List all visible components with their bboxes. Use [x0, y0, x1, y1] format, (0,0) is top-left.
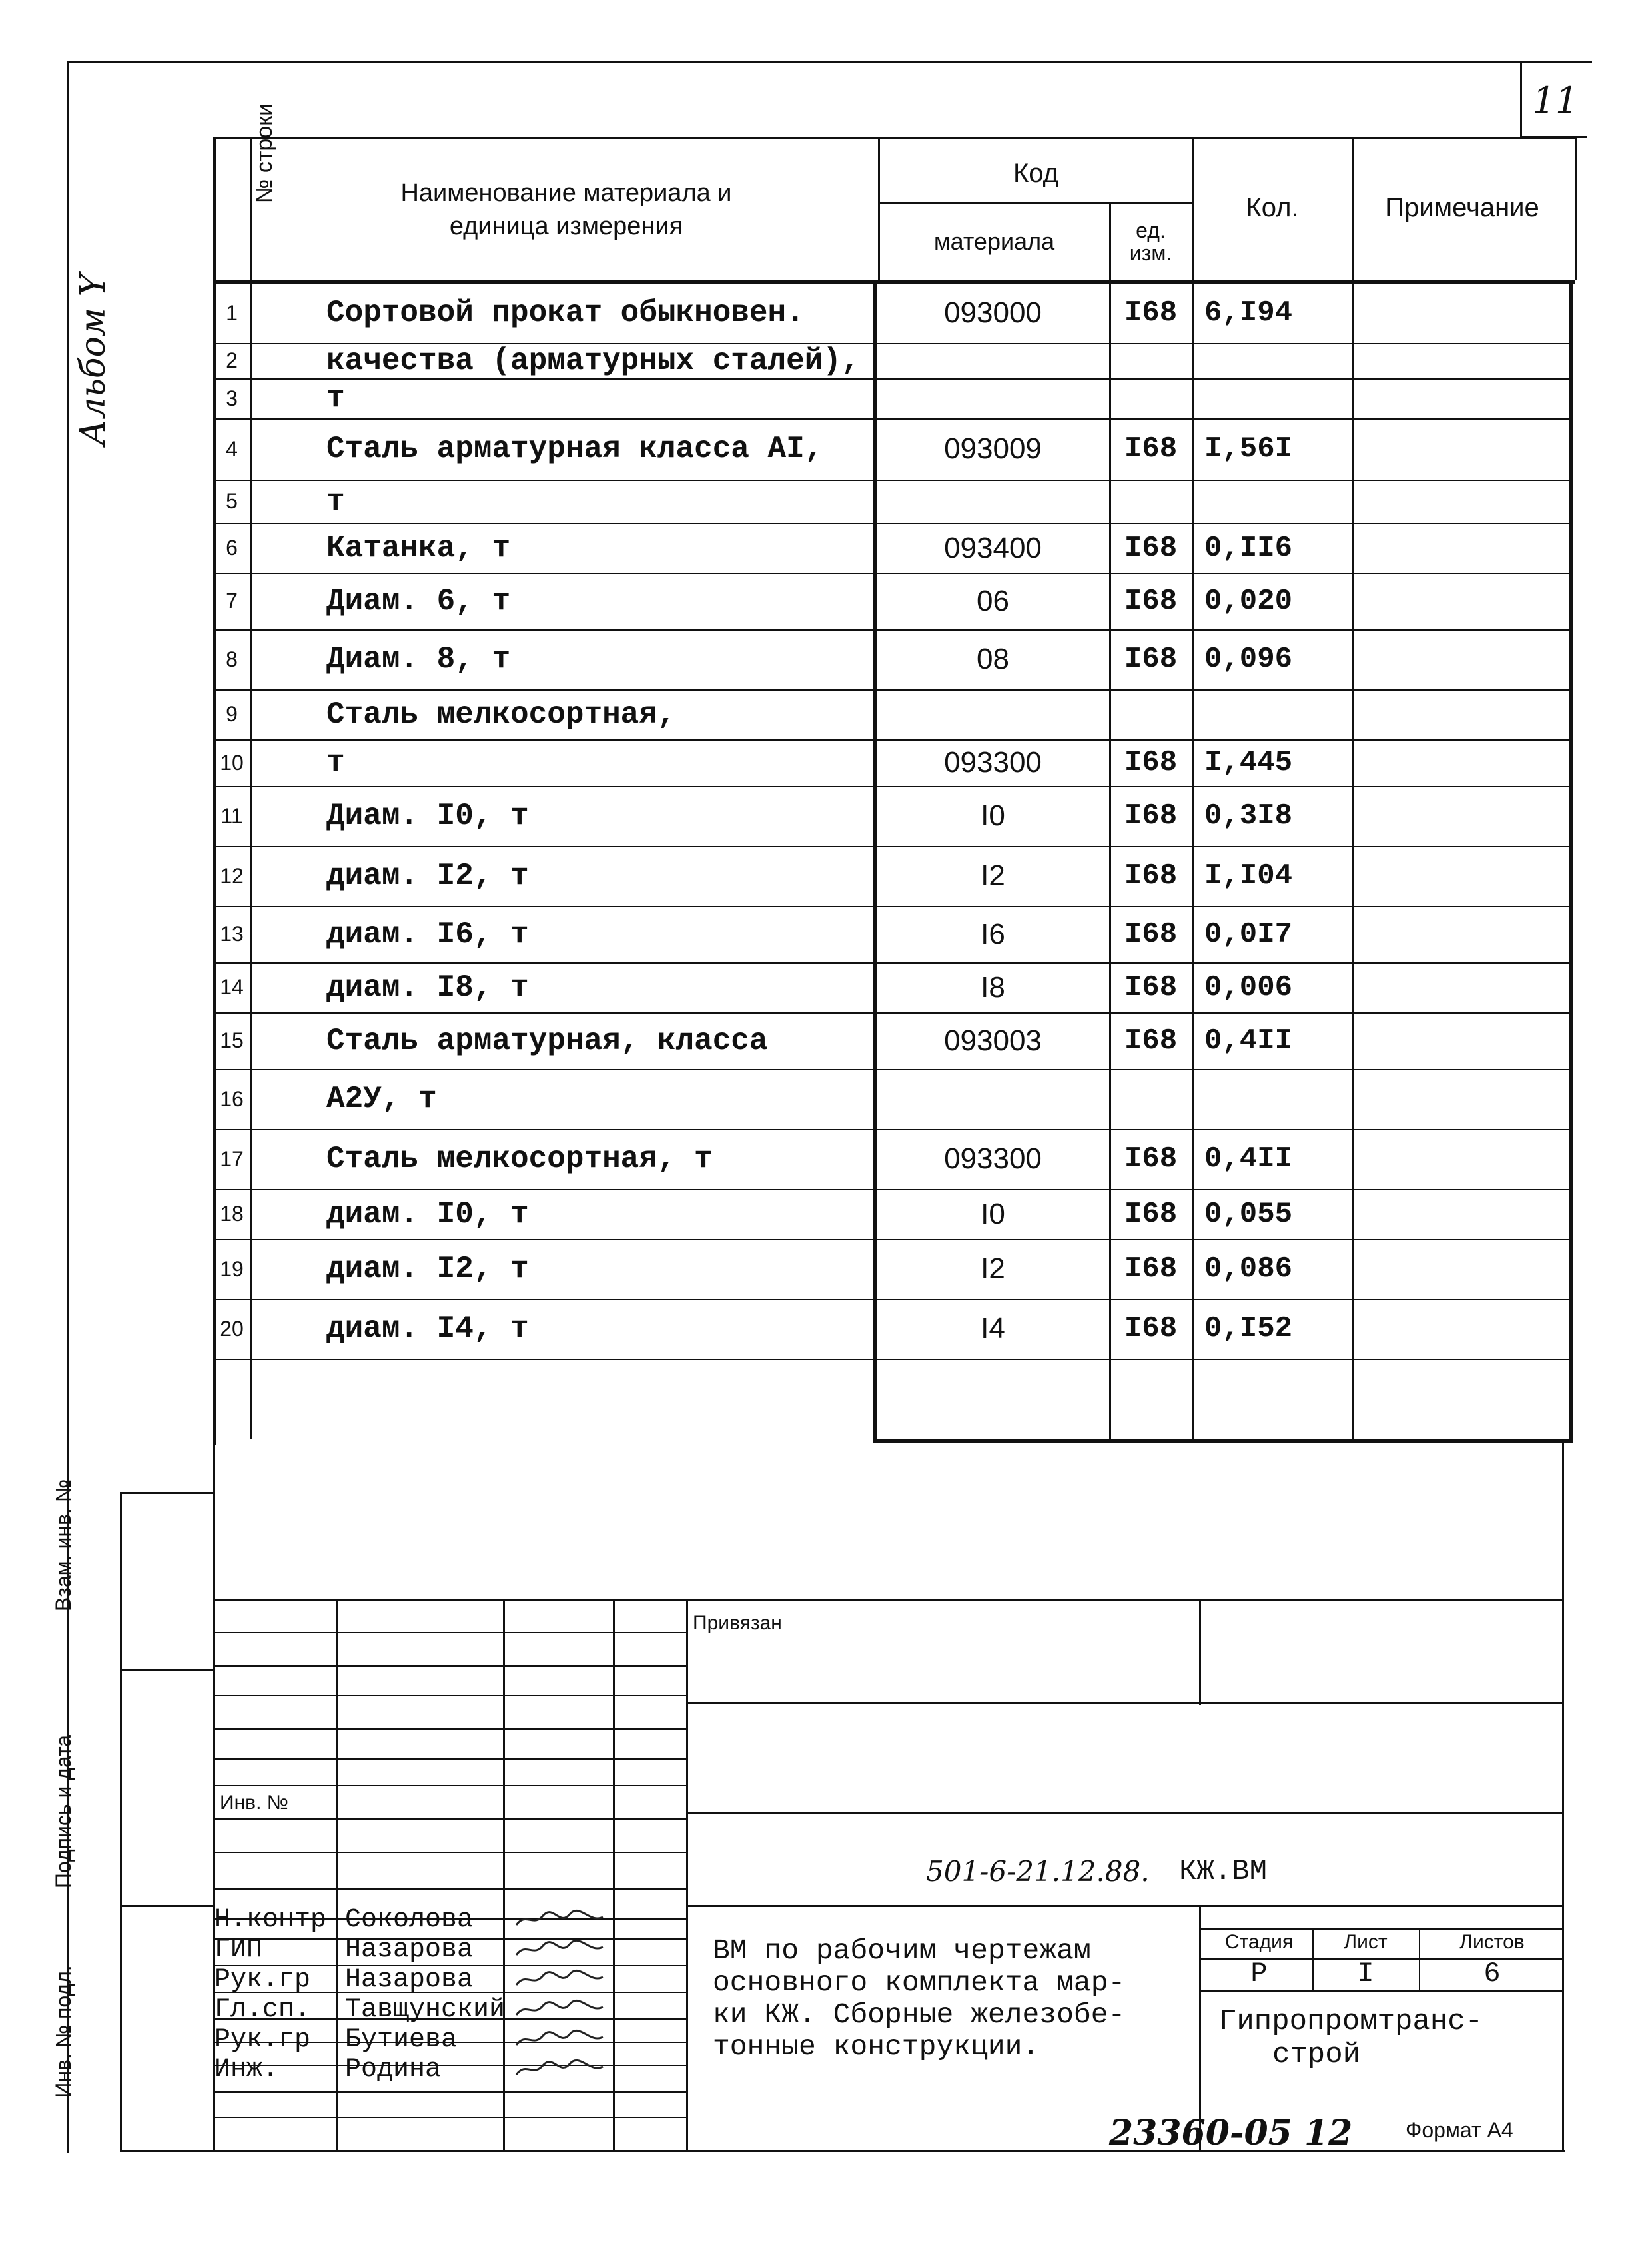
- row-number: 1: [226, 300, 238, 325]
- header-code: Код: [1013, 158, 1058, 188]
- stamp-role: Рук.гр: [214, 2025, 311, 2055]
- unit-code: [1109, 378, 1192, 418]
- header-qty: Кол.: [1246, 193, 1299, 222]
- material-name: диам. I6, т: [326, 917, 529, 952]
- material-code: I2: [981, 1252, 1005, 1285]
- material-name: Диам. 8, т: [326, 642, 511, 677]
- unit-code: [1109, 689, 1192, 739]
- stamp-privyazan: Привязан: [693, 1612, 782, 1634]
- stamp-stage: Р: [1250, 1958, 1268, 1990]
- quantity: 0,055: [1204, 1197, 1293, 1231]
- quantity: 0,096: [1204, 643, 1293, 676]
- stamp-sheets: 6: [1483, 1958, 1501, 1990]
- unit-code: [1109, 343, 1192, 378]
- unit-code: I68: [1124, 531, 1178, 565]
- signature-icon: [513, 1968, 606, 1992]
- material-name: т: [326, 745, 345, 780]
- unit-code: I68: [1124, 643, 1178, 676]
- stamp-line: [120, 1669, 213, 1671]
- stamp-line: [213, 1785, 686, 1786]
- quantity: 6,I94: [1204, 296, 1293, 330]
- material-name: диам. I4, т: [326, 1311, 529, 1346]
- material-code: [878, 689, 1108, 739]
- row-number: 14: [220, 975, 244, 999]
- material-name: диам. I2, т: [326, 1252, 529, 1286]
- stamp-title-line: ки КЖ. Сборные железобе-: [713, 1998, 1126, 2031]
- stamp-sheets-label: Листов: [1459, 1931, 1525, 1953]
- material-code: 08: [977, 643, 1009, 675]
- material-name: т: [326, 381, 345, 416]
- material-code: I6: [981, 917, 1005, 950]
- header-code-unit-text: ед. изм.: [1129, 218, 1172, 265]
- row-number: 6: [226, 536, 238, 560]
- row-number: 15: [220, 1028, 244, 1052]
- album-label: Альбом Y: [73, 274, 113, 446]
- quantity: [1204, 689, 1352, 739]
- quantity: 0,006: [1204, 970, 1293, 1004]
- unit-code: I68: [1124, 970, 1178, 1004]
- row-number: 2: [226, 348, 238, 372]
- signature-scribble: [513, 1998, 606, 2022]
- stamp-line: [213, 1818, 686, 1820]
- stamp-person-name: Родина: [345, 2055, 442, 2085]
- stamp-line: [336, 1599, 338, 2151]
- material-code: [878, 378, 1108, 418]
- stamp-line: [213, 1695, 686, 1696]
- side-label-inv-podl: Инв. № подл.: [51, 1965, 75, 2098]
- unit-code: I68: [1124, 584, 1178, 618]
- stamp-line: [686, 1905, 1562, 1907]
- quantity: 0,I52: [1204, 1312, 1293, 1345]
- frame-top: [67, 61, 1592, 63]
- stamp-line: [503, 1599, 505, 2151]
- stamp-title-line: ВМ по рабочим чертежам: [713, 1934, 1091, 1967]
- stamp-role: ГИП: [214, 1935, 263, 1965]
- stamp-line: [213, 2091, 686, 2093]
- material-code: 093003: [944, 1024, 1042, 1057]
- stamp-doc-mark: КЖ.ВМ: [1179, 1855, 1268, 1888]
- quantity: [1204, 378, 1352, 418]
- quantity: 0,020: [1204, 584, 1293, 618]
- footer-format: Формат А4: [1406, 2118, 1513, 2142]
- header-note: Примечание: [1385, 193, 1539, 222]
- unit-code: I68: [1124, 799, 1178, 833]
- material-code: I4: [981, 1312, 1005, 1345]
- unit-code: I68: [1124, 746, 1178, 779]
- row-number: 18: [220, 1202, 244, 1226]
- material-name: диам. I2, т: [326, 859, 529, 893]
- row-number: 11: [220, 803, 243, 828]
- material-code: I2: [981, 859, 1005, 892]
- material-name: Сталь мелкосортная, т: [326, 1142, 713, 1176]
- stamp-line: [120, 1905, 213, 1907]
- unit-code: I68: [1124, 859, 1178, 893]
- material-name: А2У, т: [326, 1082, 437, 1116]
- material-name: Катанка, т: [326, 530, 511, 565]
- material-code: 093300: [944, 1142, 1042, 1175]
- stamp-line: [213, 1758, 686, 1760]
- header-name: [253, 167, 879, 253]
- stamp-line: [1562, 1439, 1564, 2151]
- signature-scribble: [513, 1908, 606, 1932]
- row-number: 10: [220, 750, 244, 775]
- material-code: I0: [981, 1197, 1005, 1230]
- stamp-person-name: Тавщунский: [345, 1995, 506, 2025]
- unit-code: I68: [1124, 1024, 1178, 1058]
- signature-icon: [513, 2028, 606, 2052]
- stamp-role: Н.контр: [214, 1905, 327, 1935]
- material-name: Сталь мелкосортная,: [326, 697, 676, 732]
- material-name: Диам. I0, т: [326, 799, 529, 833]
- footer-archive-no: 23360-05 12: [1109, 2113, 1353, 2153]
- stamp-inv-no: Инв. №: [220, 1792, 288, 1814]
- signature-icon: [513, 1938, 606, 1962]
- row-number: 13: [220, 922, 244, 946]
- material-name: Сталь арматурная, класса: [326, 1023, 768, 1058]
- material-code: [878, 343, 1108, 378]
- stamp-stage-label: Стадия: [1224, 1931, 1294, 1953]
- signature-icon: [513, 1998, 606, 2022]
- material-name: т: [326, 484, 345, 519]
- page-number-box-line: [1520, 61, 1522, 136]
- unit-code: [1109, 480, 1192, 523]
- stamp-line: [213, 2117, 686, 2118]
- unit-code: I68: [1124, 1252, 1178, 1286]
- stamp-doc-code: 501-6-21.12.88.: [926, 1855, 1150, 1888]
- quantity: I,56I: [1204, 432, 1293, 466]
- stamp-org-line: Гипропромтранс-: [1219, 2005, 1483, 2038]
- material-code: 093009: [944, 432, 1042, 465]
- material-code: 093400: [944, 531, 1042, 564]
- page-number: 11: [1532, 79, 1579, 121]
- row-number: 19: [220, 1256, 244, 1281]
- stamp-title-line: тонные конструкции.: [713, 2030, 1040, 2063]
- material-name: качества (арматурных сталей),: [326, 343, 860, 378]
- unit-code: I68: [1124, 296, 1178, 330]
- header-code-material: материала: [933, 227, 1055, 255]
- stamp-person-name: Назарова: [345, 1935, 474, 1965]
- stamp-sheet: I: [1357, 1958, 1374, 1990]
- column-line: [1575, 137, 1577, 280]
- stamp-role: Инж.: [214, 2055, 279, 2085]
- stamp-title: [713, 1935, 1125, 2063]
- material-name: Диам. 6, т: [326, 583, 511, 619]
- row-number: 20: [220, 1316, 244, 1341]
- quantity: [1204, 480, 1352, 523]
- table-right-bold: [1569, 280, 1573, 1439]
- quantity: I,I04: [1204, 859, 1293, 893]
- header-code-unit: [1109, 210, 1192, 273]
- unit-code: I68: [1124, 1197, 1178, 1231]
- material-code: I8: [981, 970, 1005, 1004]
- code-block-left: [873, 280, 877, 1439]
- signature-scribble: [513, 1938, 606, 1962]
- stamp-line: [120, 1492, 122, 2151]
- material-code: [878, 1069, 1108, 1129]
- stamp-line: [613, 1599, 615, 2151]
- column-line: [1352, 280, 1354, 1439]
- side-label-podpis: Подпись и дата: [51, 1734, 75, 1889]
- stamp-line: [213, 1599, 1562, 1601]
- material-name: диам. I0, т: [326, 1196, 529, 1232]
- material-code: 093300: [944, 746, 1042, 779]
- material-name: Сталь арматурная класса АI,: [326, 432, 823, 466]
- quantity: 0,II6: [1204, 531, 1293, 565]
- stamp-person-name: Соколова: [345, 1905, 474, 1935]
- material-code: [878, 480, 1108, 523]
- row-number: 3: [226, 386, 238, 410]
- quantity: 0,3I8: [1204, 799, 1293, 833]
- stamp-org: [1219, 2005, 1483, 2071]
- signature-icon: [513, 1908, 606, 1932]
- row-number-column-line: [250, 137, 252, 1439]
- header-name-text: Наименование материала и единица измерения: [400, 179, 732, 240]
- stamp-line: [213, 1888, 686, 1890]
- row-number: 5: [226, 489, 238, 513]
- table-top-line: [213, 137, 1575, 139]
- side-label-vzam: Взам. инв. №: [51, 1479, 75, 1612]
- row-number: 7: [226, 589, 238, 613]
- material-name: Сортовой прокат обыкновен.: [326, 296, 805, 330]
- material-code: 093000: [944, 296, 1042, 329]
- row-number: 16: [220, 1086, 244, 1111]
- stamp-line: [213, 2065, 686, 2066]
- stamp-title-line: основного комплекта мар-: [713, 1966, 1126, 1999]
- stamp-line: [213, 1632, 686, 1633]
- stamp-line: [213, 1665, 686, 1667]
- quantity: [1204, 343, 1352, 378]
- unit-code: [1109, 1069, 1192, 1129]
- unit-code: I68: [1124, 1312, 1178, 1345]
- quantity: 0,0I7: [1204, 917, 1293, 951]
- signature-scribble: [513, 2028, 606, 2052]
- material-code: 06: [977, 584, 1009, 617]
- table-bottom-bold: [873, 1439, 1573, 1443]
- stamp-sheet-label: Лист: [1344, 1931, 1388, 1953]
- stamp-role: Гл.сп.: [214, 1995, 311, 2025]
- stamp-line: [686, 1702, 1562, 1704]
- row-number: 17: [220, 1146, 244, 1171]
- stamp-line: [1199, 1990, 1562, 1992]
- column-line: [1192, 280, 1194, 1439]
- stamp-line: [213, 1852, 686, 1853]
- stamp-line: [120, 1492, 213, 1494]
- quantity: I,445: [1204, 746, 1293, 779]
- stamp-person-name: Назарова: [345, 1965, 474, 1995]
- material-name: диам. I8, т: [326, 970, 529, 1005]
- stamp-person-name: Бутиева: [345, 2025, 458, 2055]
- stamp-line: [686, 1599, 688, 2151]
- header-row-no: № строки: [252, 103, 277, 204]
- row-line: [213, 1359, 1569, 1360]
- stamp-line: [213, 1728, 686, 1730]
- signature-icon: [513, 2057, 606, 2081]
- quantity: 0,4II: [1204, 1142, 1293, 1176]
- quantity: [1204, 1069, 1352, 1129]
- row-number: 8: [226, 647, 238, 671]
- stamp-role: Рук.гр: [214, 1965, 311, 1995]
- quantity: 0,086: [1204, 1252, 1293, 1286]
- quantity: 0,4II: [1204, 1024, 1293, 1058]
- unit-code: I68: [1124, 1142, 1178, 1176]
- signature-scribble: [513, 1968, 606, 1992]
- stamp-line: [1199, 1599, 1201, 1705]
- stamp-org-line: строй: [1272, 2038, 1361, 2071]
- unit-code: I68: [1124, 432, 1178, 466]
- stamp-line: [686, 1812, 1562, 1814]
- material-code: I0: [981, 799, 1005, 832]
- row-number: 9: [226, 702, 238, 726]
- unit-code: I68: [1124, 917, 1178, 951]
- row-number: 12: [220, 863, 244, 888]
- row-number: 4: [226, 436, 238, 461]
- signature-scribble: [513, 2057, 606, 2081]
